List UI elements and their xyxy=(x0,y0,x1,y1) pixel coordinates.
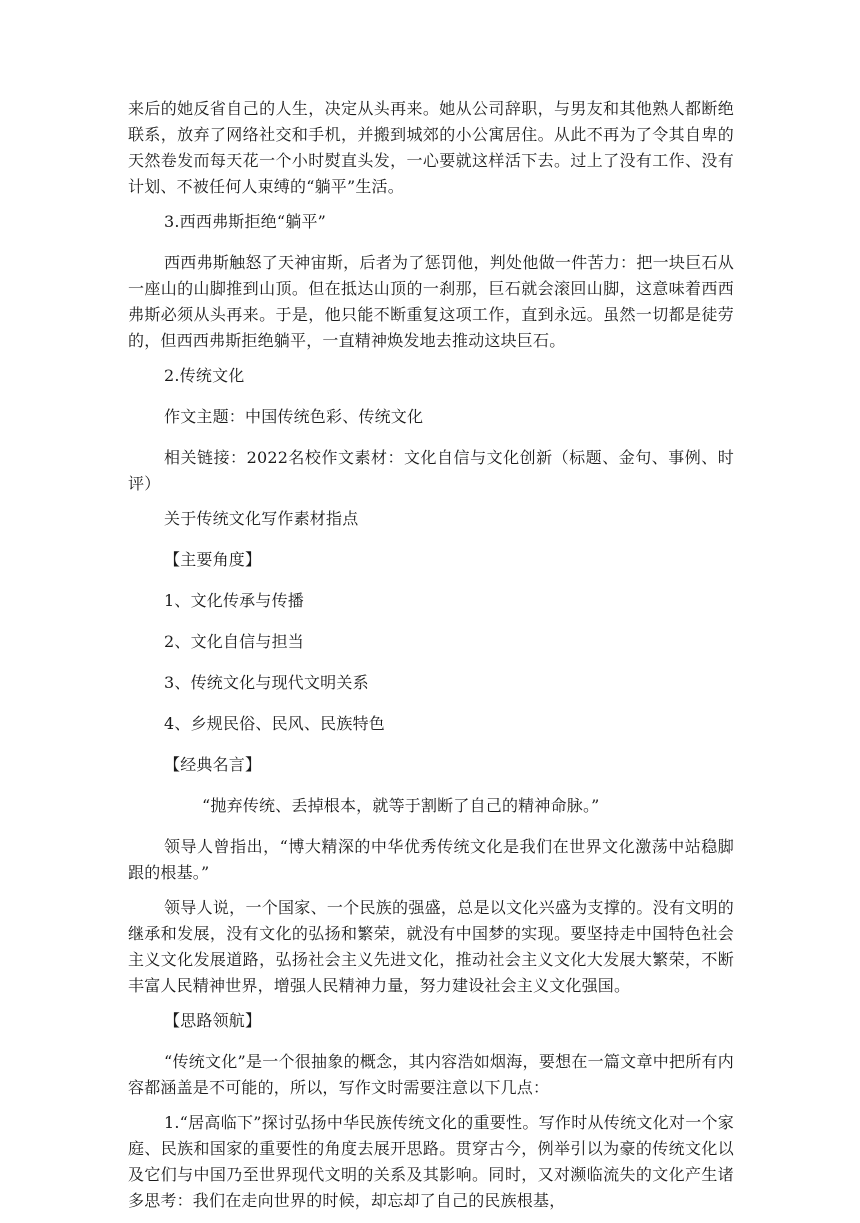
classic-quote: “抛弃传统、丢掉根本，就等于割断了自己的精神命脉。” xyxy=(202,796,600,815)
paragraph-approach-point-1: 1.“居高临下”探讨弘扬中华民族传统文化的重要性。写作时从传统文化对一个家庭、民族和国家的重要性的角度去展开思路。贯穿古今，例举引以为豪的传统文化以及它们与中国乃至世界现代文明的关系及其影响。同时，又对濒临流失的文化产生诸多思考：我们在走向世界的时候，却忘却了自己的民族根基， xyxy=(128,1113,734,1210)
paragraph-continued-story: 来后的她反省自己的人生，决定从头再来。她从公司辞职，与男友和其他熟人都断绝联系，放弃了网络社交和手机，并搬到城郊的小公寓居住。从此不再为了令其自卑的天然卷发而每天花一个小时熨直头发，一心要就这样活下去。过上了没有工作、没有计划、不被任何人束缚的“躺平”生活。 xyxy=(128,99,734,196)
paragraph-leader-speech: 领导人说，一个国家、一个民族的强盛，总是以文化兴盛为支撑的。没有文明的继承和发展，没有文化的弘扬和繁荣，就没有中国梦的实现。要坚持走中国特色社会主义文化发展道路，弘扬社会主义先进文化，推动社会主义文化大发展大繁荣，不断丰富人民精神世界，增强人民精神力量，努力建设社会主义文化强国。 xyxy=(128,898,734,995)
paragraph-sisyphus: 西西弗斯触怒了天神宙斯，后者为了惩罚他，判处他做一件苦力：把一块巨石从一座山的山脚推到山顶。但在抵达山顶的一刹那，巨石就会滚回山脚，这意味着西西弗斯必须从头再来。于是，他只能不断重复这项工作，直到永远。虽然一切都是徒劳的，但西西弗斯拒绝躺平，一直精神焕发地去推动这块巨石。 xyxy=(128,253,734,350)
document-body xyxy=(128,96,734,1223)
angle-item-4: 4、乡规民俗、民风、民族特色 xyxy=(164,714,385,733)
angle-item-3: 3、传统文化与现代文明关系 xyxy=(164,673,369,692)
section-heading-traditional-culture: 2.传统文化 xyxy=(164,366,245,385)
classic-quotes-heading: 【经典名言】 xyxy=(164,755,262,774)
related-link: 相关链接：2022名校作文素材：文化自信与文化创新（标题、金句、事例、时评） xyxy=(128,448,734,493)
angle-item-2: 2、文化自信与担当 xyxy=(164,632,304,651)
essay-theme: 作文主题：中国传统色彩、传统文化 xyxy=(164,407,424,426)
subheading-sisyphus: 3.西西弗斯拒绝“躺平” xyxy=(164,212,327,231)
paragraph-approach-intro: “传统文化”是一个很抽象的概念，其内容浩如烟海，要想在一篇文章中把所有内容都涵盖是不可能的，所以，写作文时需要注意以下几点： xyxy=(128,1052,734,1097)
material-guide-title: 关于传统文化写作素材指点 xyxy=(164,509,359,528)
main-angles-heading: 【主要角度】 xyxy=(164,550,262,569)
angle-item-1: 1、文化传承与传播 xyxy=(164,591,304,610)
approach-heading: 【思路领航】 xyxy=(164,1011,262,1030)
paragraph-leader-quote: 领导人曾指出，“博大精深的中华优秀传统文化是我们在世界文化激荡中站稳脚跟的根基。” xyxy=(128,837,734,882)
